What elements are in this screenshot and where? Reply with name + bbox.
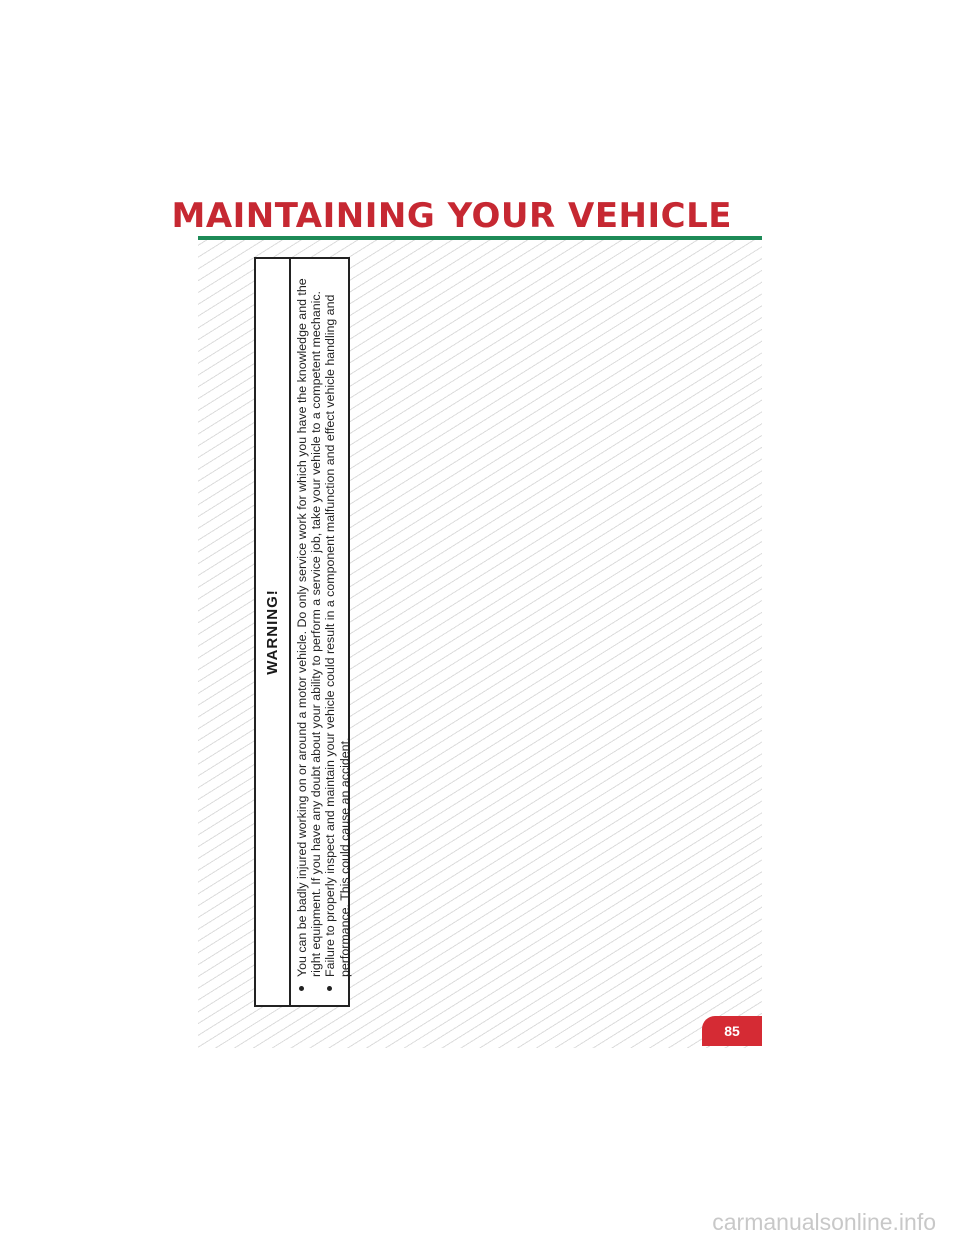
page-number: 85 — [724, 1023, 740, 1039]
bullet-icon — [327, 986, 332, 991]
warning-item — [295, 271, 323, 991]
warning-item-text: Failure to properly inspect and maintain your vehicle could result in a component malfunction and effect vehicle handling and performance. This could cause an accident. — [323, 294, 352, 977]
section-title: MAINTAINING YOUR VEHICLE — [171, 196, 732, 236]
page-number-badge — [702, 1016, 762, 1046]
warning-heading: WARNING! — [264, 589, 281, 675]
bullet-icon — [299, 986, 304, 991]
warning-list — [295, 271, 352, 991]
warning-content — [256, 259, 352, 1005]
warning-box — [254, 257, 350, 1007]
warning-item-text: You can be badly injured working on or around a motor vehicle. Do only service work for which you have the knowledge and the right equipment. If you have any doubt about your ability to perform a service job, take your vehicle to a competent mechanic. — [295, 278, 324, 977]
warning-item — [323, 271, 351, 991]
watermark: carmanualsonline.info — [712, 1209, 936, 1235]
title-rule — [198, 236, 762, 240]
